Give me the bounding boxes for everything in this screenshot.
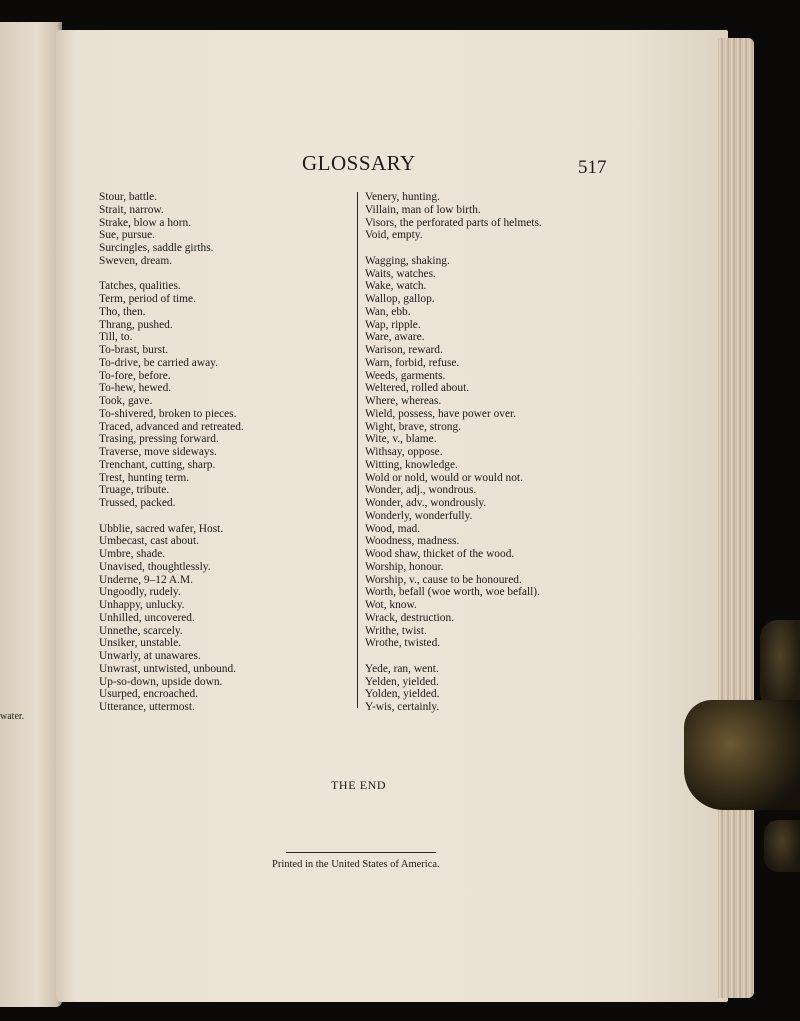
glossary-entry: Ware, aware. bbox=[365, 331, 425, 344]
page-title: GLOSSARY bbox=[302, 151, 416, 175]
clasp-hinge-top bbox=[760, 620, 800, 710]
glossary-entry: Underne, 9–12 A.M. bbox=[99, 573, 193, 586]
glossary-entry: Unnethe, scarcely. bbox=[99, 624, 183, 637]
glossary-entry: Tho, then. bbox=[99, 305, 146, 318]
glossary-entry: Wagging, shaking. bbox=[365, 254, 450, 267]
glossary-entry: Wood shaw, thicket of the wood. bbox=[365, 548, 515, 560]
glossary-entry: To-drive, be carried away. bbox=[99, 356, 218, 369]
glossary-entry: Surcingles, saddle girths. bbox=[99, 242, 214, 254]
glossary-entry: Worth, befall (woe worth, woe befall). bbox=[365, 586, 540, 599]
glossary-entry: Umbecast, cast about. bbox=[99, 535, 199, 548]
glossary-entry: To-fore, before. bbox=[99, 369, 171, 382]
group-spacer bbox=[99, 268, 244, 281]
glossary-entry: Y-wis, certainly. bbox=[365, 701, 440, 713]
glossary-entry: Unsiker, unstable. bbox=[99, 637, 182, 650]
glossary-entry: To-hew, hewed. bbox=[99, 382, 172, 395]
glossary-entry: Woodness, madness. bbox=[365, 535, 460, 548]
glossary-entry: Wrothe, twisted. bbox=[365, 637, 441, 650]
glossary-entry: Visors, the perforated parts of helmets. bbox=[365, 216, 542, 229]
glossary-entry: To-shivered, broken to pieces. bbox=[99, 407, 237, 420]
glossary-entry: Trasing, pressing forward. bbox=[99, 433, 219, 446]
glossary-entry: Trenchant, cutting, sharp. bbox=[99, 458, 216, 471]
glossary-entry: Void, empty. bbox=[365, 229, 423, 242]
page-number: 517 bbox=[578, 157, 607, 178]
glossary-entry: Till, to. bbox=[99, 331, 133, 344]
glossary-entry: Unwarly, at unawares. bbox=[99, 650, 201, 662]
glossary-entry: Yelden, yielded. bbox=[365, 675, 439, 688]
glossary-entry: Warn, forbid, refuse. bbox=[365, 356, 460, 369]
left-facing-page bbox=[0, 22, 62, 1007]
glossary-column-left bbox=[99, 191, 244, 714]
glossary-entry: Wold or nold, would or would not. bbox=[365, 471, 523, 484]
glossary-entry: Worship, honour. bbox=[365, 560, 444, 573]
glossary-entry: Withsay, oppose. bbox=[365, 446, 443, 458]
glossary-entry: Wot, know. bbox=[365, 599, 417, 611]
glossary-entry: Tatches, qualities. bbox=[99, 280, 181, 293]
clasp-hinge-bottom bbox=[764, 820, 800, 872]
glossary-entry: Wake, watch. bbox=[365, 280, 427, 293]
glossary-entry: Witting, knowledge. bbox=[365, 458, 458, 471]
glossary-entry: Unwrast, untwisted, unbound. bbox=[99, 662, 236, 675]
glossary-column-right bbox=[365, 191, 542, 714]
glossary-entry: Wan, ebb. bbox=[365, 305, 411, 318]
glossary-entry: Traverse, move sideways. bbox=[99, 446, 217, 458]
glossary-entry: Usurped, encroached. bbox=[99, 688, 198, 701]
glossary-entry: Wallop, gallop. bbox=[365, 293, 435, 305]
group-spacer bbox=[365, 242, 542, 255]
glossary-entry: Up-so-down, upside down. bbox=[99, 675, 223, 688]
glossary-entry: Truage, tribute. bbox=[99, 484, 170, 497]
glossary-entry: Where, whereas. bbox=[365, 395, 442, 407]
glossary-entry: Writhe, twist. bbox=[365, 624, 427, 637]
glossary-entry: Strake, blow a horn. bbox=[99, 216, 192, 229]
glossary-entry: Umbre, shade. bbox=[99, 548, 166, 560]
glossary-entry: Wrack, destruction. bbox=[365, 611, 455, 624]
glossary-entry: Wite, v., blame. bbox=[365, 433, 437, 446]
glossary-entry: Yede, ran, went. bbox=[365, 662, 439, 675]
glossary-entry: Waits, watches. bbox=[365, 267, 436, 280]
glossary-entry: Wood, mad. bbox=[365, 522, 421, 535]
glossary-entry: Worship, v., cause to be honoured. bbox=[365, 573, 522, 586]
column-divider bbox=[357, 192, 358, 708]
glossary-entry: Trussed, packed. bbox=[99, 497, 176, 509]
glossary-entry: Ubblie, sacred wafer, Host. bbox=[99, 522, 224, 535]
group-spacer bbox=[365, 650, 542, 663]
glossary-entry: Warison, reward. bbox=[365, 344, 443, 356]
glossary-entry: Sweven, dream. bbox=[99, 254, 173, 267]
printer-imprint: Printed in the United States of America. bbox=[272, 859, 440, 870]
brass-clasp bbox=[684, 700, 800, 810]
glossary-entry: Trest, hunting term. bbox=[99, 471, 190, 484]
glossary-entry: Unhilled, uncovered. bbox=[99, 611, 195, 624]
glossary-entry: Venery, hunting. bbox=[365, 191, 440, 203]
glossary-entry: Term, period of time. bbox=[99, 293, 196, 305]
glossary-entry: Strait, narrow. bbox=[99, 203, 164, 216]
left-page-fragment: water. bbox=[0, 711, 25, 722]
glossary-entry: Wonderly, wonderfully. bbox=[365, 509, 473, 522]
glossary-entry: Yolden, yielded. bbox=[365, 688, 440, 701]
footer-rule bbox=[286, 852, 436, 853]
group-spacer bbox=[99, 510, 244, 523]
glossary-entry: Thrang, pushed. bbox=[99, 318, 173, 331]
glossary-entry: Wight, brave, strong. bbox=[365, 420, 462, 433]
glossary-entry: Ungoodly, rudely. bbox=[99, 586, 181, 599]
glossary-entry: Utterance, uttermost. bbox=[99, 701, 195, 713]
glossary-entry: Sue, pursue. bbox=[99, 229, 155, 242]
end-text: THE END bbox=[331, 778, 387, 792]
glossary-entry: Wonder, adv., wondrously. bbox=[365, 497, 487, 509]
glossary-entry: Wield, possess, have power over. bbox=[365, 407, 517, 420]
glossary-entry: Weeds, garments. bbox=[365, 369, 446, 382]
glossary-entry: Stour, battle. bbox=[99, 191, 158, 203]
glossary-entry: Wap, ripple. bbox=[365, 318, 421, 331]
glossary-entry: To-brast, burst. bbox=[99, 344, 169, 356]
glossary-entry: Wonder, adj., wondrous. bbox=[365, 484, 477, 497]
glossary-entry: Unhappy, unlucky. bbox=[99, 599, 185, 611]
glossary-entry: Villain, man of low birth. bbox=[365, 203, 481, 216]
glossary-entry: Weltered, rolled about. bbox=[365, 382, 470, 395]
page-stack-edge bbox=[718, 38, 754, 998]
glossary-entry: Unavised, thoughtlessly. bbox=[99, 560, 211, 573]
glossary-entry: Traced, advanced and retreated. bbox=[99, 420, 244, 433]
glossary-entry: Took, gave. bbox=[99, 395, 153, 407]
